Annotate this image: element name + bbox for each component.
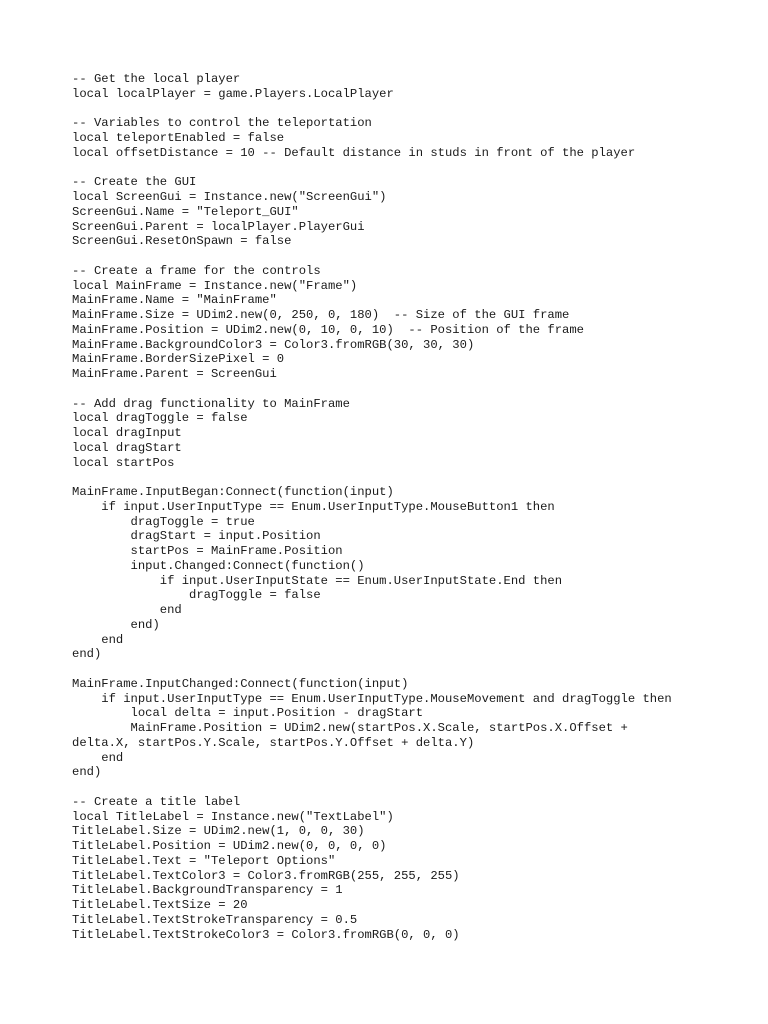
code-line: MainFrame.BackgroundColor3 = Color3.fromRGB(30, 30, 30) [72,337,475,352]
code-line [72,249,752,264]
code-line: TitleLabel.TextStrokeTransparency = 0.5 [72,912,358,927]
code-line: startPos = MainFrame.Position [72,544,343,558]
code-line: if input.UserInputState == Enum.UserInputState.End then [72,573,563,588]
code-line: dragStart = input.Position [72,529,321,544]
code-line: dragToggle = false [72,588,321,603]
code-line: ScreenGui.Parent = localPlayer.PlayerGui [72,219,365,234]
code-line [72,382,752,397]
code-line: ScreenGui.ResetOnSpawn = false [72,234,292,249]
code-block [72,72,752,942]
code-line: -- Variables to control the teleportation [72,116,372,131]
code-line: local startPos [72,455,175,470]
code-line: dragToggle = true [72,514,255,529]
code-line: ScreenGui.Name = "Teleport_GUI" [72,204,299,219]
code-line: TitleLabel.BackgroundTransparency = 1 [72,883,343,898]
code-line: local TitleLabel = Instance.new("TextLabel") [72,809,394,824]
code-line: input.Changed:Connect(function() [72,558,365,573]
code-line: MainFrame.Size = UDim2.new(0, 250, 0, 180) -- Size of the GUI frame [72,308,570,322]
code-line: local ScreenGui = Instance.new("ScreenGui") [72,190,387,204]
code-line: MainFrame.Name = "MainFrame" [72,293,277,308]
code-line: TitleLabel.TextSize = 20 [72,898,248,912]
code-line: local localPlayer = game.Players.LocalPlayer [72,86,394,101]
code-line [72,161,752,176]
code-line: end) [72,765,102,780]
code-line: TitleLabel.Size = UDim2.new(1, 0, 0, 30) [72,824,365,839]
code-line: end [72,603,182,617]
code-line: MainFrame.Parent = ScreenGui [72,367,277,381]
code-line: if input.UserInputType == Enum.UserInputType.MouseMovement and dragToggle then [72,691,672,706]
code-line: -- Create the GUI [72,175,197,190]
code-line: TitleLabel.TextColor3 = Color3.fromRGB(255, 255, 255) [72,868,460,883]
code-line [72,780,752,795]
code-line: MainFrame.Position = UDim2.new(0, 10, 0, 10) -- Position of the frame [72,322,584,337]
code-line: end) [72,647,102,662]
code-line: -- Create a title label [72,794,241,809]
code-line [72,102,752,117]
code-line: end) [72,617,160,632]
code-line: MainFrame.InputBegan:Connect(function(input) [72,485,394,499]
code-line: MainFrame.InputChanged:Connect(function(input) [72,676,409,691]
code-line: local dragToggle = false [72,411,248,426]
code-line [72,470,752,485]
code-line: end [72,632,124,647]
code-line: local dragInput [72,426,182,440]
code-line: local dragStart [72,440,182,455]
code-line [72,662,752,677]
code-line: TitleLabel.Position = UDim2.new(0, 0, 0, 0) [72,839,387,853]
code-line: local MainFrame = Instance.new("Frame") [72,278,358,293]
code-line: delta.X, startPos.Y.Scale, startPos.Y.Offset + delta.Y) [72,735,475,750]
code-line: local teleportEnabled = false [72,131,285,145]
code-line: TitleLabel.TextStrokeColor3 = Color3.fromRGB(0, 0, 0) [72,927,460,942]
code-line: local offsetDistance = 10 -- Default distance in studs in front of the player [72,145,636,160]
code-line: end [72,750,124,765]
code-line: -- Add drag functionality to MainFrame [72,396,350,411]
code-line: MainFrame.Position = UDim2.new(startPos.X.Scale, startPos.X.Offset + [72,721,628,735]
code-line: local delta = input.Position - dragStart [72,706,424,721]
code-line: -- Create a frame for the controls [72,263,321,278]
code-line: -- Get the local player [72,72,241,86]
code-line: TitleLabel.Text = "Teleport Options" [72,853,336,868]
code-line: if input.UserInputType == Enum.UserInputType.MouseButton1 then [72,499,555,514]
code-line: MainFrame.BorderSizePixel = 0 [72,352,285,367]
